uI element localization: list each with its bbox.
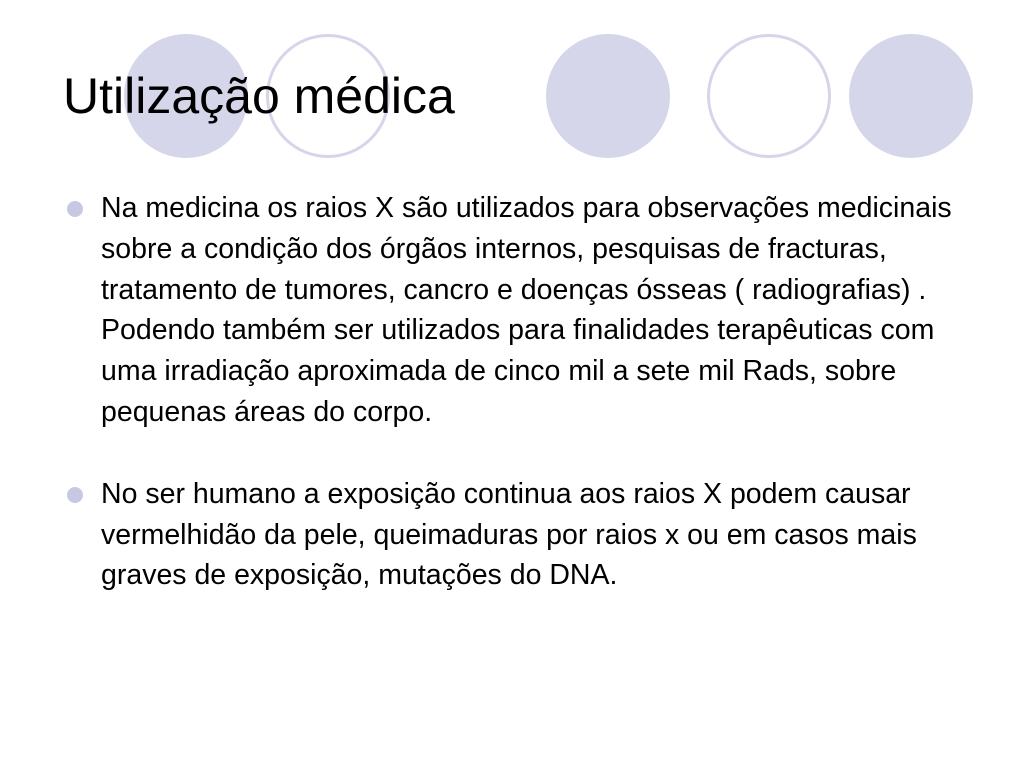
bullet-item [66, 474, 966, 596]
bullet-text: No ser humano a exposição continua aos raios X podem causar vermelhidão da pele, queimaduras por raios x ou em casos mais graves de exposição, mutações do DNA. [101, 477, 917, 592]
decorative-circle-filled [849, 34, 973, 158]
bullet-text: Na medicina os raios X são utilizados para observações medicinais sobre a condição dos órgãos internos, pesquisas de fracturas, tratamento de tumores, cancro e doenças ósseas ( radiografias) . Podendo também ser utilizados para finalidades terapêuticas com uma irradiação aproximada de cinco mil a sete mil Rads, sobre pequenas áreas do corpo. [101, 192, 952, 428]
bullet-item [66, 188, 966, 433]
slide-title: Utilização médica [63, 68, 455, 124]
decorative-circle-outline [707, 34, 831, 158]
bullet-dot-icon [67, 487, 83, 503]
bullet-list [66, 188, 966, 596]
bullet-dot-icon [67, 201, 83, 217]
decorative-circle-filled [546, 34, 670, 158]
